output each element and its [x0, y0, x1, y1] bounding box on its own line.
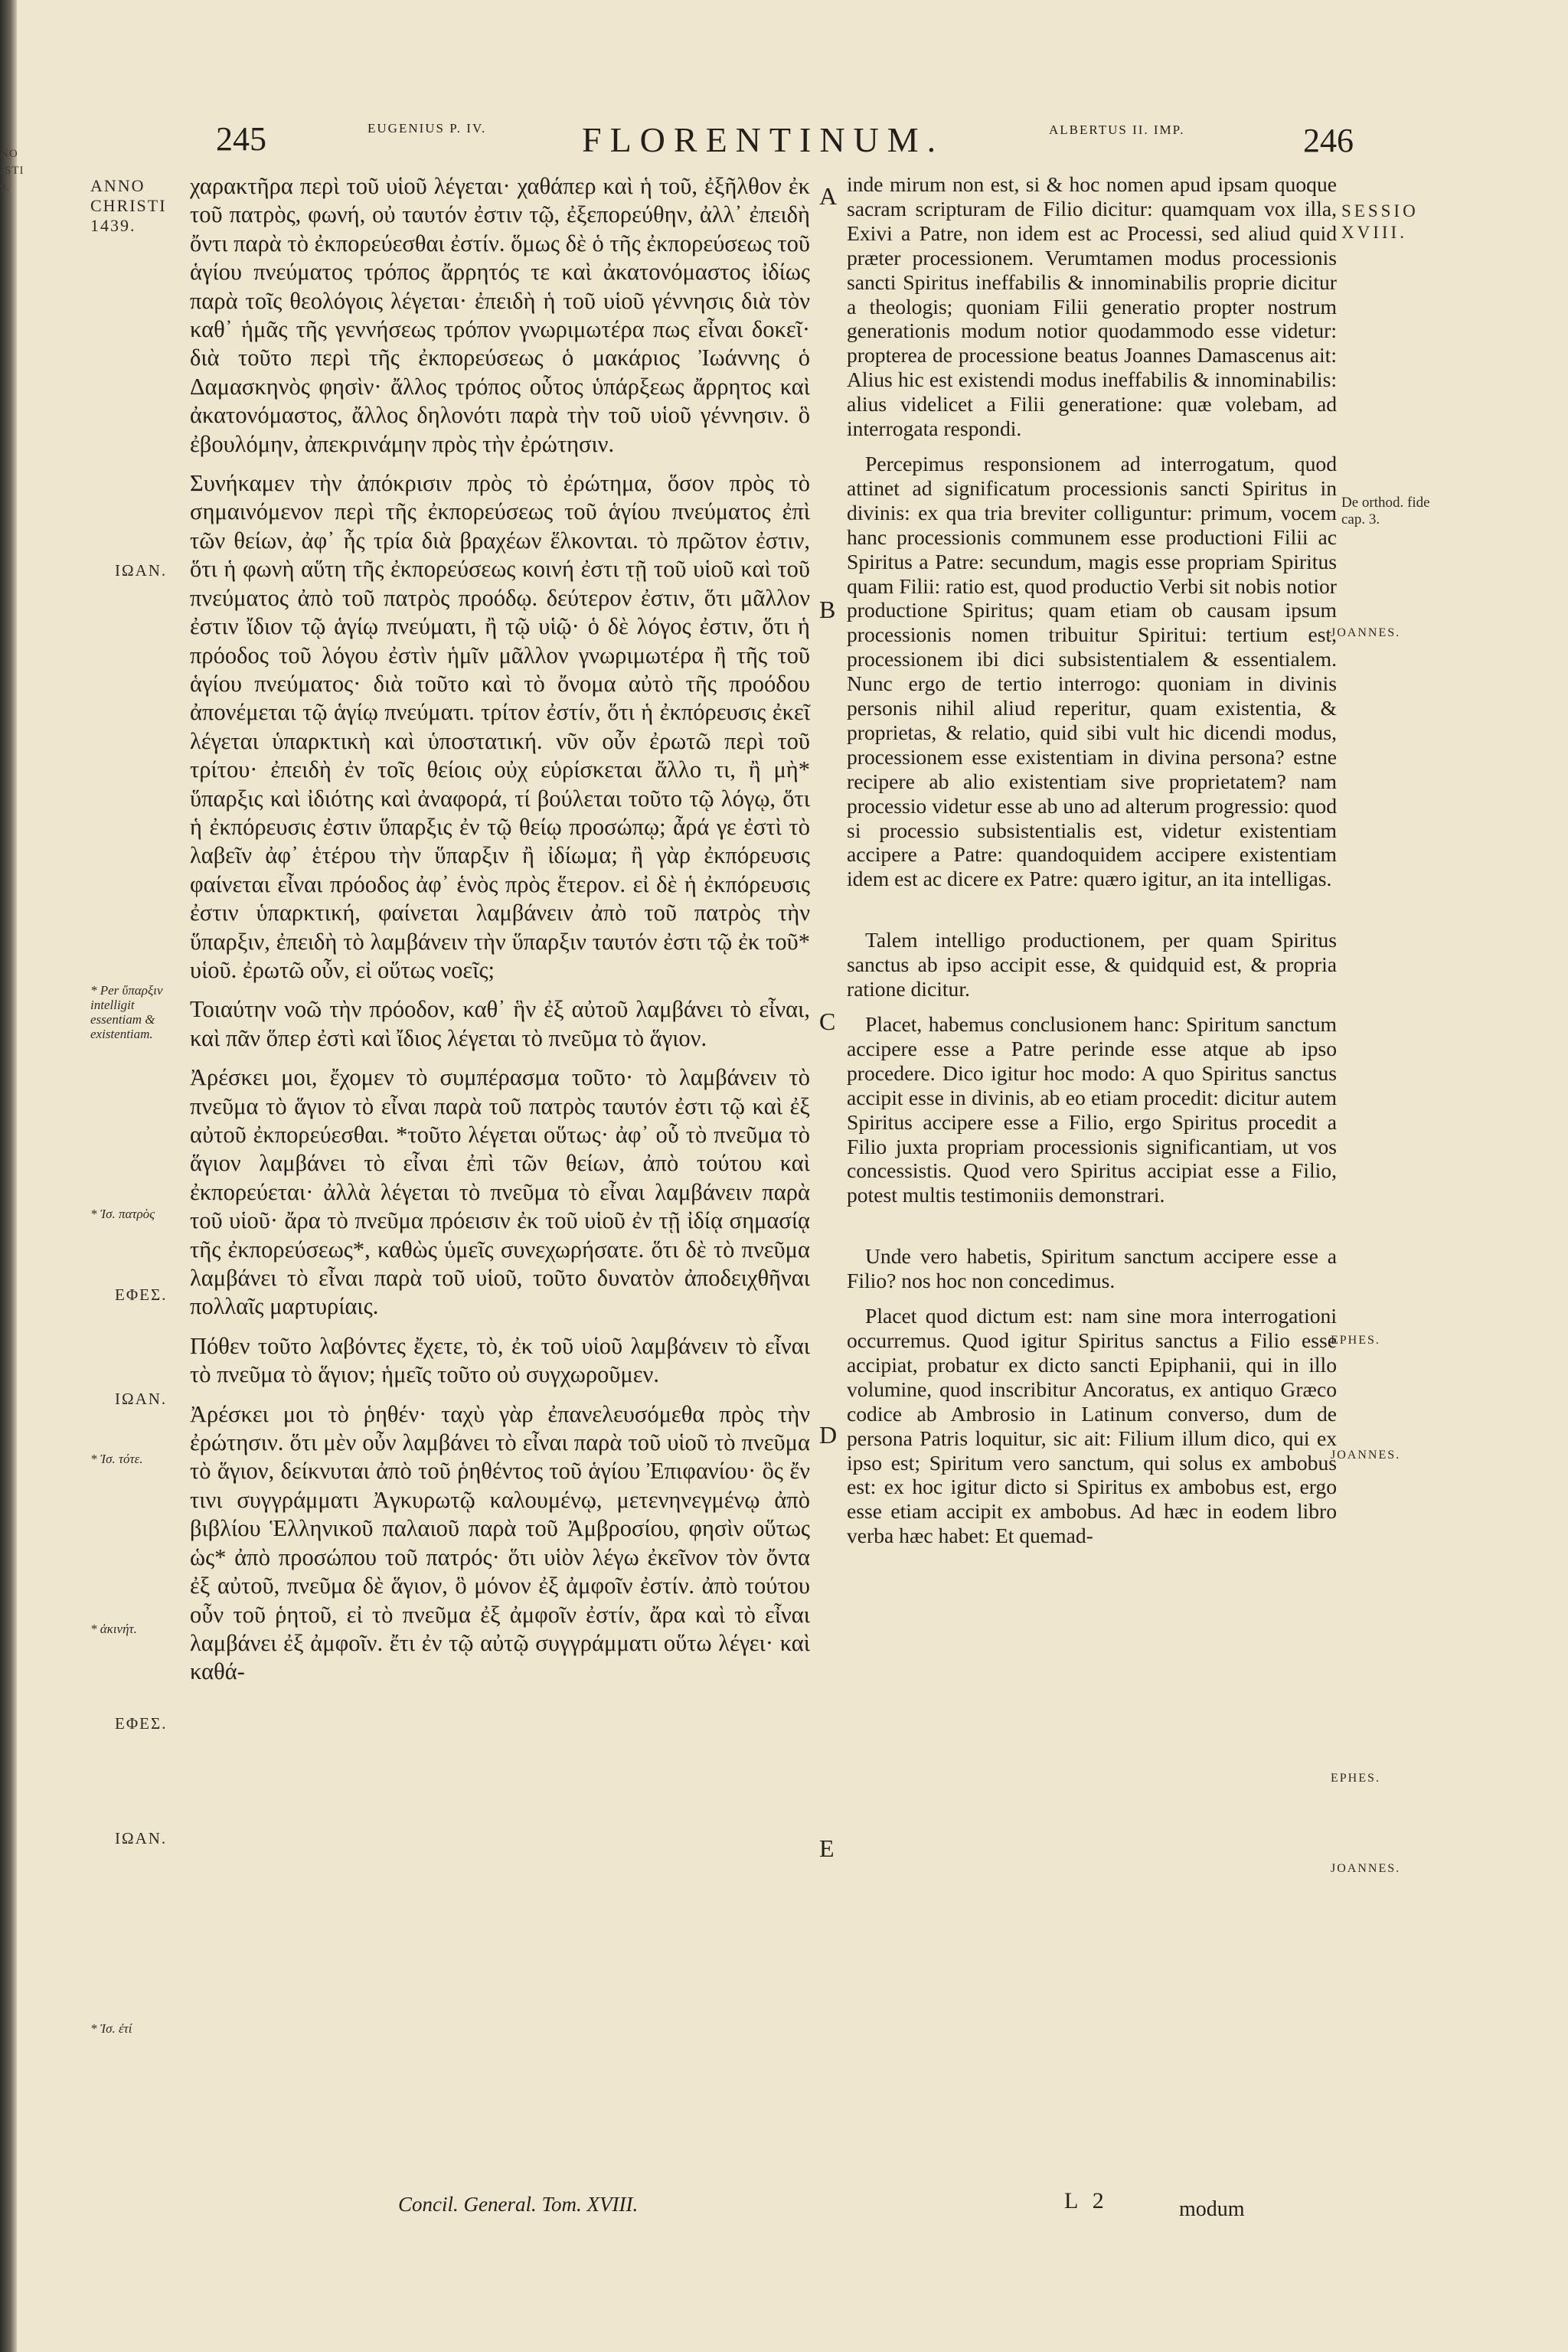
- signature-mark: L 2: [1064, 2188, 1109, 2213]
- catchword: modum: [1179, 2197, 1245, 2221]
- speaker-label: EPHES.: [1331, 1334, 1380, 1347]
- latin-paragraph: Placet, habemus conclusionem hanc: Spiritum sanctum accipere esse a Patre perinde esse atque ab ipso procedere. Dico igitur hoc modo: A quo Spiritus sanctus accipit esse in divinis, ab eo etiam procedit: dicitur autem Spiritus accipere esse a Filio, ergo Spiritus procedit a Filio juxta propriam processionis significantiam, ut vos concessistis. Quod vero Spiritus accipiat esse a Filio, potest multis testimoniis demonstrari.: [847, 1012, 1337, 1207]
- previous-page-edge: [0, 145, 24, 196]
- page-title: FLORENTINUM.: [582, 120, 945, 159]
- section-letter: D: [819, 1421, 838, 1449]
- edge-text: ISTI: [0, 165, 24, 177]
- speaker-label: JOANNES.: [1331, 1862, 1401, 1875]
- section-letter: A: [819, 182, 838, 210]
- session-note: SESSIO XVIII.: [1341, 201, 1419, 242]
- anno-christi-note: ANNO CHRISTI 1439.: [90, 176, 167, 235]
- reference-note: De orthod. fide cap. 3.: [1341, 495, 1430, 528]
- marginal-note: * Ἰσ. ἐτί: [90, 2021, 132, 2036]
- speaker-label: ΙΩΑΝ.: [115, 1390, 168, 1408]
- speaker-label: ΙΩΑΝ.: [115, 1829, 168, 1847]
- speaker-label: ΕΦΕΣ.: [115, 1714, 168, 1733]
- speaker-label: EPHES.: [1331, 1772, 1380, 1785]
- speaker-label: JOANNES.: [1331, 1449, 1401, 1462]
- section-letter: C: [819, 1008, 836, 1035]
- edge-text: 9.: [0, 181, 11, 194]
- binding-gutter: [0, 0, 17, 2352]
- speaker-label: ΕΦΕΣ.: [115, 1285, 168, 1304]
- page-number-right: 246: [1303, 122, 1354, 159]
- marginal-note: * Ἰσ. τότε.: [90, 1452, 143, 1466]
- greek-column: [190, 172, 810, 1697]
- emperor-heading: ALBERTUS II. IMP.: [1049, 122, 1185, 137]
- latin-paragraph: Unde vero habetis, Spiritum sanctum accipere esse a Filio? nos hoc non concedimus.: [847, 1244, 1337, 1293]
- latin-paragraph: inde mirum non est, si & hoc nomen apud ipsam quoque sacram scripturam de Filio dicitur: quamquam vox illa, Exivi a Patre, non idem est ac Processi, sed aliud quid præter processionem. Verumtamen modus processionis sancti Spiritus ineffabilis & innominabilis proprie dicitur a theologis; quoniam Filii generatio propter nostrum generationis modum notior quodammodo esse videtur: propterea de processione beatus Joannes Damascenus ait: Alius hic est existendi modus ineffabilis & innominabilis: alius videlicet a Filii generatione: quæ volebam, ad interrogata respondi.: [847, 172, 1337, 441]
- marginal-note: * Ἰσ. πατρὸς: [90, 1207, 155, 1221]
- section-letter: B: [819, 596, 836, 623]
- greek-paragraph: χαρακτῆρα περὶ τοῦ υἱοῦ λέγεται· χαθάπερ καὶ ἡ τοῦ, ἐξῆλθον ἐκ τοῦ πατρὸς, φωνή, οὐ ταυτόν ἐστιν τῷ, ἐξεπορεύθην, ἀλλ᾽ ἐπειδὴ ὄντι παρὰ τὸ ἐκπορεύεσθαι ἐστίν. ὅμως δὲ ὁ τῆς ἐκπορεύσεως τοῦ ἁγίου πνεύματος τρόπος ἄρρητός τε καὶ ἀκατονόμαστος ἰδίως παρὰ τοῖς θεολόγοις λέγεται· ἐπειδὴ ἡ τοῦ υἱοῦ γέννησις διὰ τὸν καθ᾽ ἡμᾶς τῆς γεννήσεως τρόπον γνωριμωτέρα πως εἶναι δοκεῖ· διὰ τοῦτο περὶ τῆς ἐκπορεύσεως ὁ μακάριος Ἰωάννης ὁ Δαμασκηνὸς φησὶν· ἄλλος τρόπος οὗτος ὑπάρξεως ἄρρητος καὶ ἀκατονόμαστος, ἄλλος δηλονότι παρὰ τὴν τοῦ υἱοῦ γέννησιν. ὃ ἐβουλόμην, ἀπεκρινάμην πρὸς τὴν ἐρώτησιν.: [190, 173, 810, 457]
- pope-heading: EUGENIUS P. IV.: [368, 121, 487, 136]
- greek-paragraph: Ἀρέσκει μοι, ἔχομεν τὸ συμπέρασμα τοῦτο· τὸ λαμβάνειν τὸ πνεῦμα τὸ ἅγιον τὸ εἶναι παρὰ τοῦ πατρὸς ταυτόν ἐστι τῷ καὶ ἐξ αὐτοῦ ἐκπορεύεσθαι. *τοῦτο λέγεται οὕτως· ἀφ᾽ οὗ τὸ πνεῦμα τὸ ἅγιον λαμβάνει τὸ εἶναι ἐπὶ τῶν θείων, ἀπὸ τούτου καὶ ἐκπορεύεται· ἀλλὰ λέγεται τὸ πνεῦμα τὸ εἶναι λαμβάνειν παρὰ τοῦ υἱοῦ· ἄρα τὸ πνεῦμα πρόεισιν ἐκ τοῦ υἱοῦ ἐν τῇ ἰδίᾳ σημασίᾳ τῆς ἐκπορεύσεως*, καθὼς ὑμεῖς συνεχωρήσατε. ὅτι δὲ τὸ πνεῦμα λαμβάνει τὸ εἶναι παρὰ τοῦ υἱοῦ, τοῦτο δυνατὸν ἀποδειχθῆναι πολλαῖς μαρτυρίαις.: [190, 1064, 810, 1320]
- running-header: [207, 115, 1354, 168]
- marginal-note: * Per ὕπαρξιν intelligit essentiam & existentiam.: [90, 983, 163, 1041]
- greek-paragraph: Συνήκαμεν τὴν ἀπόκρισιν πρὸς τὸ ἐρώτημα, ὅσον πρὸς τὸ σημαινόμενον περὶ τῆς ἐκπορεύσεως τοῦ ἁγίου πνεύματος ἐπὶ τῶν θείων, ἀφ᾽ ἧς τρία διὰ βραχέων ἕλκονται. τὸ πρῶτον ἐστιν, ὅτι ἡ φωνὴ αὕτη τῆς ἐκπορεύσεως κοινή ἐστι τῇ τοῦ υἱοῦ καὶ τοῦ πνεύματος ἀπὸ τοῦ πατρὸς προόδῳ. δεύτερον ἐστιν, ὅτι μᾶλλον ἐστιν ἴδιον τῷ ἁγίῳ πνεύματι, ἢ τῷ υἱῷ· ὁ δὲ λόγος ἐστιν, ὅτι ἡ πρόοδος τοῦ λόγου ἐστὶν ἡμῖν μᾶλλον γνωριμωτέρα ἢ τῆς τοῦ ἁγίου πνεύματος· διὰ τοῦτο καὶ τὸ ὄνομα αὐτὸ τῆς προόδου ἀπονέμεται τῷ ἁγίῳ πνεύματι. τρίτον ἐστίν, ὅτι ἡ ἐκπόρευσις ἐκεῖ λέγεται ὑπαρκτικὴ καὶ ὑποστατική. νῦν οὖν ἐρωτῶ περὶ τοῦ τρίτου· ἐπειδὴ ἐν τοῖς θείοις οὐχ εὑρίσκεται ἄλλο τι, ἢ μὴ* ὕπαρξις καὶ ἰδιότης καὶ ἀναφορά, τί βούλεται τοῦτο τῷ λόγῳ, ὅτι ἡ ἐκπόρευσις ἐστιν ὕπαρξις ἐν τῷ θείῳ προσώπῳ; ἆρά γε ἐστὶ τὸ λαβεῖν ἀφ᾽ ἑτέρου τὴν ὕπαρξιν ἢ ἰδίωμα; ἢ γὰρ ἐκπόρευσις φαίνεται εἶναι πρόοδος ἀφ᾽ ἑνὸς πρὸς ἕτερον. εἰ δὲ ἡ ἐκπόρευσις ἐστιν ὑπαρκτική, φαίνεται λαμβάνειν ἀπὸ τοῦ πατρὸς τὴν ὕπαρξιν, ἐπειδὴ τὸ λαμβάνειν τὴν ὕπαρξιν ταυτόν ἐστι τῷ ἐκ τοῦ* υἱοῦ. ἐρωτῶ οὖν, εἰ οὕτως νοεῖς;: [190, 470, 810, 983]
- greek-paragraph: Τοιαύτην νοῶ τὴν πρόοδον, καθ᾽ ἣν ἐξ αὐτοῦ λαμβάνει τὸ εἶναι, καὶ πᾶν ὅπερ ἐστὶ καὶ ἴδιος λέγεται τὸ πνεῦμα τὸ ἅγιον.: [190, 996, 810, 1051]
- greek-paragraph: Ἀρέσκει μοι τὸ ῥηθέν· ταχὺ γὰρ ἐπανελευσόμεθα πρὸς τὴν ἐρώτησιν. ὅτι μὲν οὖν λαμβάνει τὸ εἶναι παρὰ τοῦ υἱοῦ τὸ πνεῦμα τὸ ἅγιον, δείκνυται ἀπὸ τοῦ ῥηθέντος τοῦ ἁγίου Ἐπιφανίου· ὃς ἔν τινι συγγράμματι Ἀγκυρωτῷ καλουμένῳ, μετενηνεγμένῳ ἀπὸ βιβλίου Ἑλληνικοῦ παλαιοῦ παρὰ τοῦ Ἀμβροσίου, φησὶν οὕτως ὡς* ἀπὸ προσώπου τοῦ πατρός· ὅτι υἱὸν λέγω ἐκεῖνον τὸν ὄντα ἐξ αὐτοῦ, πνεῦμα δὲ ἅγιον, ὃ μόνον ἐξ ἀμφοῖν ἐστίν. ἀπὸ τούτου οὖν τοῦ ῥητοῦ, εἰ τὸ πνεῦμα ἐξ ἀμφοῖν ἐστίν, ἄρα καὶ τὸ εἶναι λαμβάνει ἐξ ἀμφοῖν. ἔτι ἐν τῷ αὐτῷ συγγράμματι οὕτω λέγει· καὶ καθά-: [190, 1400, 810, 1685]
- speaker-label: ΙΩΑΝ.: [115, 561, 168, 580]
- marginal-note: * ἀκινήτ.: [90, 1622, 137, 1636]
- speaker-label: JOANNES.: [1331, 626, 1401, 639]
- source-note: [398, 2193, 638, 2216]
- page-number-left: 245: [216, 120, 266, 158]
- latin-column: [847, 172, 1337, 1559]
- greek-paragraph: Πόθεν τοῦτο λαβόντες ἔχετε, τὸ, ἐκ τοῦ υἱοῦ λαμβάνειν τὸ εἶναι τὸ πνεῦμα τὸ ἅγιον; ἡμεῖς τοῦτο οὐ συγχωροῦμεν.: [190, 1332, 810, 1388]
- latin-paragraph: Percepimus responsionem ad interrogatum, quod attinet ad significatum processionis sancti Spiritus in divinis: ex qua tria breviter colliguntur: primum, vocem hanc processionis communem esse productioni Filii ac Spiritus a Patre: secundum, magis esse propriam Spiritus quam Filii: ratio est, quod productio Verbi sit nobis notior productione Spiritus; quam etiam ob causam ipsum processionis nomen tribuitur Spiritui: tertium est, processionem ibi dici subsistentialem & essentialem. Nunc ergo de tertio interrogo: quoniam in divinis personis nihil aliud reperitur, quam existentia, & proprietas, & relatio, quid sibi vult hic dicendi modus, processionem esse existentiam in divina persona? estne recipere ab alio existentiam sive proprietatem? nam processio videtur esse ab uno ad alterum progressio: quod si processio subsistentialis est, videtur existentiam accipere a Patre: quandoquidem accipere existentiam idem est ac dicere ex Patre: quæro igitur, an ita intelligas.: [847, 451, 1337, 891]
- section-letter: E: [819, 1834, 835, 1862]
- latin-paragraph: Talem intelligo productionem, per quam Spiritus sanctus ab ipso accipit esse, & quidquid est, & propria ratione dicitur.: [847, 928, 1337, 1001]
- latin-paragraph: Placet quod dictum est: nam sine mora interrogationi occurremus. Quod igitur Spiritus sanctus a Filio esse accipiat, probatur ex dicto sancti Epiphanii, qui in illo volumine, quod inscribitur Ancoratus, ex antiquo Græco codice ab Ambrosio in Latinum converso, dum de persona Patris loquitur, sic ait: Filium illum dico, qui ex ipso est; Spiritum vero sanctum, qui solus ex ambobus est: ex hoc igitur dicto si Spiritus ex ambobus est, ergo esse etiam accipit ex ambobus. Ad hæc in eodem libro verba hæc habet: Et quemad-: [847, 1304, 1337, 1548]
- edge-text: NO: [0, 148, 18, 160]
- source-text: Concil. General. Tom. XVIII.: [398, 2193, 639, 2216]
